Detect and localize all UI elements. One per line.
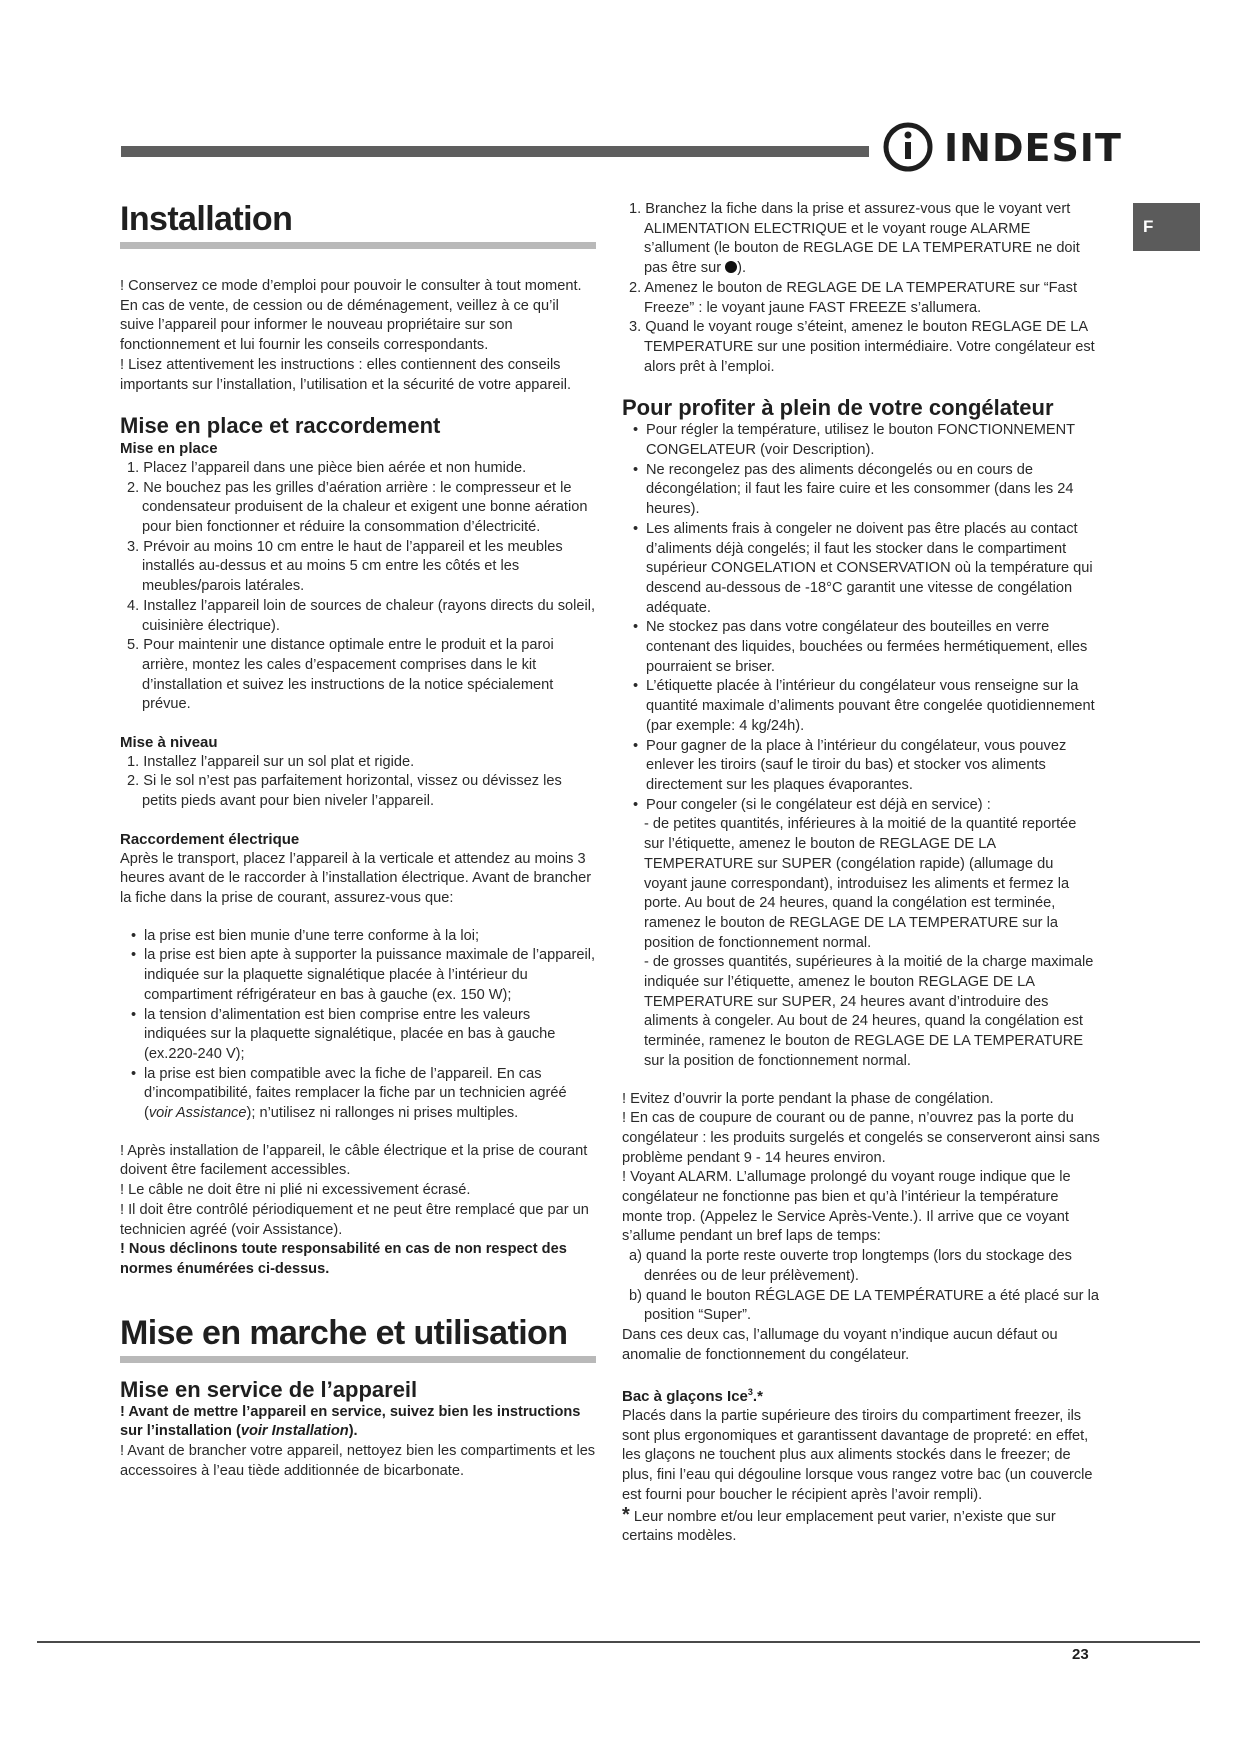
alarm-warning: ! Voyant ALARM. L’allumage prolongé du voyant rouge indique que le congélateur ne fonctionne pas bien et qu’à l’intérieur la température monte trop. (Appelez le Service Après-Vente.). Il arrive que ce voyant s’allume pendant un bref laps de temps: (622, 1169, 1071, 1245)
warning-1: ! Après installation de l’appareil, le câble électrique et la prise de courant doivent être facilement accessibles. (120, 1142, 588, 1179)
list-item: 3. Quand le voyant rouge s’éteint, amenez le bouton REGLAGE DE LA TEMPERATURE sur une position intermédiaire. Votre congélateur est alors prêt à l’emploi. (629, 319, 1095, 375)
bac-glacons-text: Placés dans la partie supérieure des tiroirs du compartiment freezer, ils sont plus ergonomiques et garantissent davantage de propreté: en effet, les glaçons ne touchent plus aux aliments stockés dans le freezer; de plus, fini l’eau qui dégouline lorsque vous rangez votre bac (un couvercle est fourni pour boucher le récipient après l’avoir rempli). (622, 1408, 1093, 1503)
alarm-cases (622, 1247, 1100, 1326)
warning-2: ! Le câble ne doit être ni plié ni excessivement écrasé. (120, 1182, 471, 1199)
mise-en-service-title: Mise en service de l’appareil (120, 1376, 418, 1402)
title-underline (120, 242, 596, 249)
list-item: • Ne stockez pas dans votre congélateur des bouteilles en verre contenant des liquides, bouchées ou fermées hermétiquement, elles pourraient se briser. (622, 618, 1100, 677)
mise-a-niveau-list (120, 753, 596, 812)
list-item: • la tension d’alimentation est bien comprise entre les valeurs indiquées sur la plaquette signalétique, placée en bas à gauche (ex.220-240 V); (120, 1006, 596, 1065)
list-item: 4. Installez l’appareil loin de sources de chaleur (rayons directs du soleil, cuisinière électrique). (127, 597, 596, 634)
list-item: 1. Installez l’appareil sur un sol plat et rigide. (127, 753, 415, 770)
list-item: • la prise est bien munie d’une terre conforme à la loi; (120, 927, 596, 947)
list-item: • Les aliments frais à congeler ne doivent pas être placés au contact d’aliments déjà congelés; il faut les stocker dans le compartiment supérieur CONGELATION et CONSERVATION où la température qui descend au-dessous de -18°C garantit une vitesse de congélation adéquate. (622, 520, 1100, 619)
title-underline (120, 1356, 596, 1363)
raccordement-bullets (120, 927, 596, 1124)
service-text: ! Avant de brancher votre appareil, nettoyez bien les compartiments et les accessoires à l’eau tiède additionnée de bicarbonate. (120, 1443, 596, 1479)
mise-en-place-subtitle: Mise en place (120, 440, 218, 458)
left-column (120, 200, 596, 1481)
service-warning-text: ! Avant de mettre l’appareil en service, suivez bien les instructions sur l’installation ( (120, 1403, 581, 1440)
bac-title-superscript: 3 (747, 1387, 753, 1398)
congeler-large-quantities: - de grosses quantités, supérieures à la moitié de la charge maximale indiquée sur l’étiquette, amenez le bouton REGLAGE DE LA TEMPERATURE sur SUPER, 24 heures avant d’introduire des aliments à congeler. Au bout de 24 heures, quand la congélation est terminée, ramenez le bouton de REGLAGE DE LA TEMPERATURE sur la position de fonctionnement normal. (644, 954, 1094, 1069)
list-item: 3. Prévoir au moins 10 cm entre le haut de l’appareil et les meubles installés au-dessus et au moins 5 cm entre les côtés et les meubles/parois latérales. (127, 538, 563, 595)
list-item (622, 200, 1100, 279)
warning-3: ! Il doit être contrôlé périodiquement et ne peut être remplacé que par un technicien agréé (voir Assistance). (120, 1201, 589, 1238)
list-item: 2. Amenez le bouton de REGLAGE DE LA TEMPERATURE sur “Fast Freeze” : le voyant jaune FAST FREEZE s’allumera. (629, 279, 1077, 316)
language-tab: F (1133, 203, 1200, 251)
installation-title: Installation (120, 200, 293, 238)
installation-reference: voir Installation (240, 1423, 349, 1440)
evitez-warning: ! Evitez d’ouvrir la porte pendant la phase de congélation. (622, 1090, 994, 1107)
mise-a-niveau-title: Mise à niveau (120, 734, 218, 752)
list-item: 5. Pour maintenir une distance optimale entre le produit et la paroi arrière, montez les cales d’espacement comprises dans le kit d’installation et suivez les instructions de la notice spécialement prévue. (127, 637, 554, 713)
list-item: • la prise est bien apte à supporter la puissance maximale de l’appareil, indiquée sur la plaquette signalétique placée à l’intérieur du compartiment réfrigérateur en bas à gauche (ex. 150 W); (120, 946, 596, 1005)
step-text: 1. Branchez la fiche dans la prise et assurez-vous que le voyant vert ALIMENTATION ELECTRIQUE et le voyant rouge ALARME s’allument (le bouton de REGLAGE DE LA TEMPERATURE ne doit pas être sur (629, 201, 1080, 277)
intro-paragraph-2: ! Lisez attentivement les instructions : elles contiennent des conseils importants sur l’installation, l’utilisation et la sécurité de votre appareil. (120, 356, 572, 393)
right-column (622, 200, 1100, 1547)
congeler-small-quantities: - de petites quantités, inférieures à la moitié de la quantité reportée sur l’étiquette, amenez le bouton de REGLAGE DE LA TEMPERATURE sur SUPER (congélation rapide) (allumage du voyant jaune correspondant), introduisez les aliments et fermez la porte. Au bout de 24 heures, quand la congélation est terminée, ramenez le bouton de REGLAGE DE LA TEMPERATURE sur la position de fonctionnement normal. (644, 816, 1077, 951)
mise-en-place-title: Mise en place et raccordement (120, 413, 441, 439)
footnote (622, 1503, 1100, 1547)
raccordement-title: Raccordement électrique (120, 830, 300, 848)
list-item: • Ne recongelez pas des aliments décongelés ou en cours de décongélation; il faut les faire cuire et les consommer (dans les 24 heures). (622, 461, 1100, 520)
indesit-logo (882, 120, 1122, 176)
footer-rule (37, 1641, 1200, 1643)
list-item: • Pour congeler (si le congélateur est déjà en service) : (622, 796, 1100, 816)
profiter-title: Pour profiter à plein de votre congélateur (622, 395, 1054, 421)
step-text: ). (737, 260, 747, 277)
list-item: 1. Placez l’appareil dans une pièce bien aérée et non humide. (127, 459, 527, 476)
list-item: a) quand la porte reste ouverte trop longtemps (lors du stockage des denrées ou de leur prélèvement). (629, 1248, 1072, 1284)
list-item: • Pour régler la température, utilisez le bouton FONCTIONNEMENT CONGELATEUR (voir Description). (622, 421, 1100, 460)
brand-name: INDESIT (944, 126, 1122, 170)
raccordement-text: Après le transport, placez l’appareil à la verticale et attendez au moins 3 heures avant de le raccorder à l’installation électrique. Avant de brancher la fiche dans la prise de courant, assurez-vous que: (120, 850, 592, 906)
alarm-conclusion: Dans ces deux cas, l’allumage du voyant n’indique aucun défaut ou anomalie de fonctionnement du congélateur. (622, 1326, 1058, 1363)
list-item: b) quand le bouton RÉGLAGE DE LA TEMPÉRATURE a été placé sur la position “Super”. (629, 1287, 1099, 1324)
list-item: • Pour gagner de la place à l’intérieur du congélateur, vous pouvez enlever les tiroirs (sauf le tiroir du bas) et stocker vos aliments directement sur les plaques évaporantes. (622, 737, 1100, 796)
list-item: 2. Ne bouchez pas les grilles d’aération arrière : le compresseur et le condensateur produisent de la chaleur et exigent une bonne aération pour bien fonctionner et réduire la consommation d’électricité. (127, 479, 588, 536)
footnote-star: * (622, 1503, 630, 1526)
footnote-text: Leur nombre et/ou leur emplacement peut varier, n’existe que sur certains modèles. (622, 1508, 1056, 1545)
profiter-bullets (622, 421, 1100, 815)
startup-steps (622, 200, 1100, 377)
list-item: • L’étiquette placée à l’intérieur du congélateur vous renseigne sur la quantité maximale d’aliments pouvant être congelée quotidiennement (par exemple: 4 kg/24h). (622, 677, 1100, 736)
assistance-reference: voir Assistance (148, 1105, 247, 1122)
warning-4: ! Nous déclinons toute responsabilité en cas de non respect des normes énumérées ci-dessus. (120, 1241, 567, 1277)
header-bar (121, 146, 869, 157)
service-warning (120, 1403, 596, 1442)
mise-en-marche-title: Mise en marche et utilisation (120, 1313, 568, 1352)
bac-title-star: .* (752, 1388, 763, 1406)
bac-title-text: Bac à glaçons Ice (622, 1388, 748, 1406)
bullet-text: la prise est bien compatible avec la fiche de l’appareil. En cas d’incompatibilité, faites remplacer la fiche par un technicien agréé ( (144, 1065, 567, 1122)
service-warning-text: ). (348, 1423, 358, 1440)
bac-glacons-title (622, 1383, 1100, 1407)
coupure-warning: ! En cas de coupure de courant ou de panne, n’ouvrez pas la porte du congélateur : les produits surgelés et congelés se conserveront ainsi sans problème pendant 9 - 14 heures environ. (622, 1110, 1100, 1166)
page-number: 23 (1072, 1646, 1089, 1663)
bullet-text: ); n’utilisez ni rallonges ni prises multiples. (246, 1105, 519, 1122)
intro-paragraph-1: ! Conservez ce mode d’emploi pour pouvoir le consulter à tout moment. En cas de vente, de cession ou de déménagement, veillez à ce qu’il suive l’appareil pour informer le nouveau propriétaire sur son fonctionnement et lui fournir les conseils correspondants. (120, 278, 582, 354)
mise-en-place-list (120, 459, 596, 715)
indesit-logo-icon (882, 120, 938, 176)
list-item: 2. Si le sol n’est pas parfaitement horizontal, vissez ou dévissez les petits pieds avant pour bien niveler l’appareil. (127, 773, 562, 810)
black-dot-icon (725, 261, 737, 273)
list-item (120, 1065, 596, 1124)
